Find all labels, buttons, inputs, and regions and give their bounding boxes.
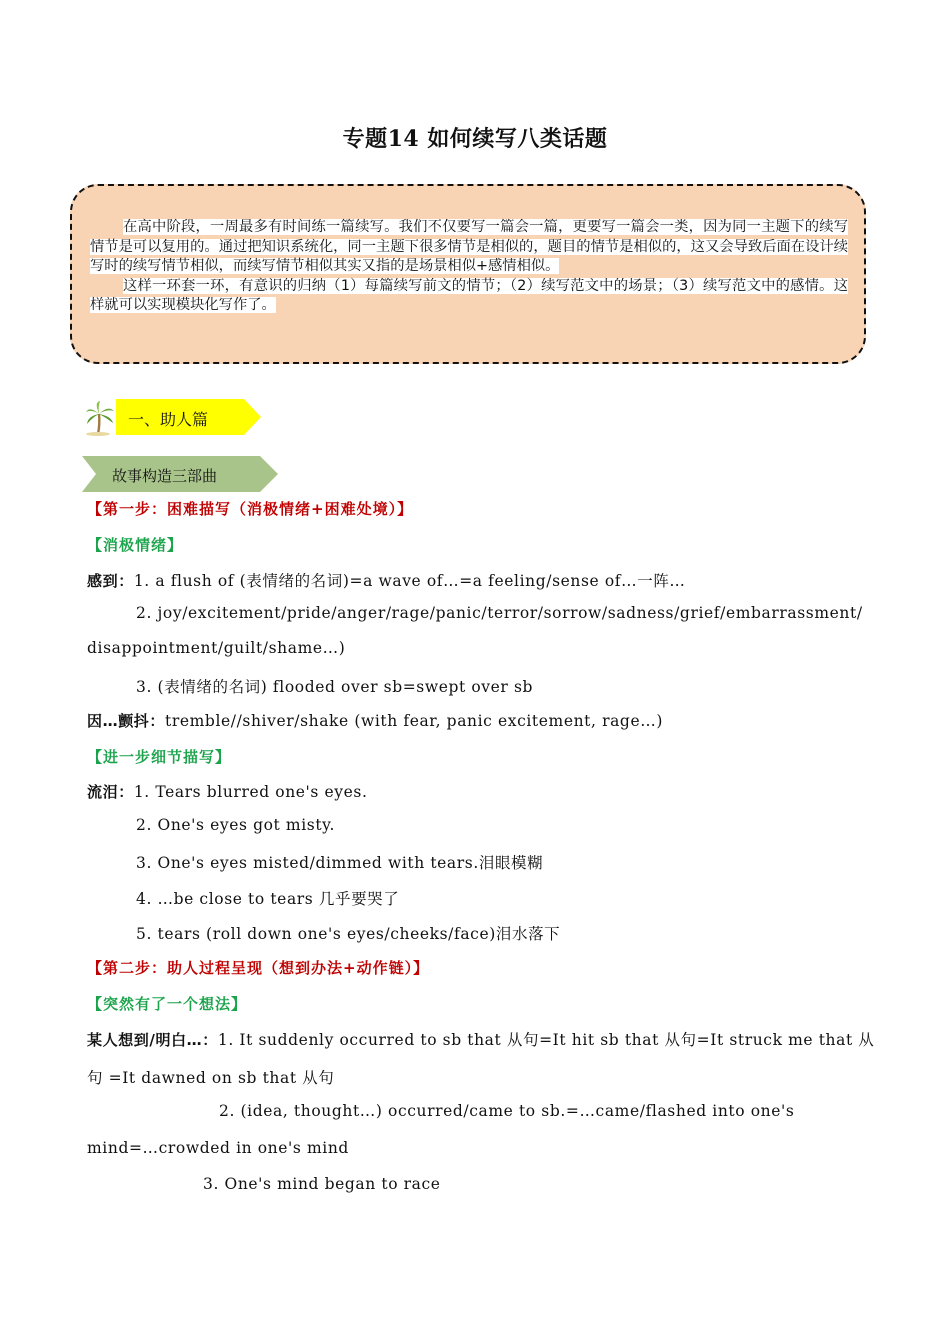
tears-line-5: 5. tears (roll down one's eyes/cheeks/face)泪水落下 <box>136 925 561 943</box>
idea-label: 某人想到/明白…： <box>87 1031 218 1049</box>
feel-text-1: 1. a flush of (表情绪的名词)=a wave of…=a feeling/sense of…一阵… <box>133 572 686 590</box>
tears-text-1: 1. Tears blurred one's eyes. <box>133 783 368 801</box>
idea-line-2a: 2. (idea, thought…) occurred/came to sb.=…came/flashed into one's <box>219 1102 795 1120</box>
subsection-heading: 故事构造三部曲 <box>112 467 218 485</box>
tremble-text: tremble//shiver/shake (with fear, panic excitement, rage…) <box>165 712 663 730</box>
tears-line-4: 4. …be close to tears 几乎要哭了 <box>136 890 400 908</box>
tears-line-1 <box>87 781 367 802</box>
tears-label: 流泪： <box>87 783 134 801</box>
tremble-label: 因…颤抖： <box>87 712 166 730</box>
intro-text <box>90 218 848 316</box>
page-title: 专题14 如何续写八类话题 <box>342 126 608 152</box>
idea-text-1a: 1. It suddenly occurred to sb that 从句=It hit sb that 从句=It struck me that 从 <box>217 1031 875 1049</box>
idea-line-1b: 句 =It dawned on sb that 从句 <box>87 1069 335 1087</box>
idea-line-3: 3. One's mind began to race <box>203 1175 441 1193</box>
feel-line-2a: 2. joy/excitement/pride/anger/rage/panic/terror/sorrow/sadness/grief/embarrassment/ <box>136 604 863 622</box>
palm-tree-icon <box>84 400 116 436</box>
step-2-heading: 【第二步：助人过程呈现（想到办法+动作链）】 <box>87 959 430 977</box>
negative-emotion-tag: 【消极情绪】 <box>87 536 184 554</box>
detail-tag: 【进一步细节描写】 <box>87 748 232 766</box>
feel-line-3: 3. (表情绪的名词) flooded over sb=swept over sb <box>136 678 534 696</box>
tears-line-2: 2. One's eyes got misty. <box>136 816 335 834</box>
feel-line-2b: disappointment/guilt/shame…) <box>87 639 346 657</box>
idea-line-1a <box>87 1028 874 1050</box>
feel-label: 感到： <box>87 572 134 590</box>
intro-paragraph-2: 这样一环套一环，有意识的归纳（1）每篇续写前文的情节；（2）续写范文中的场景；（3）续写范文中的感情。这样就可以实现模块化写作了。 <box>90 277 848 314</box>
idea-line-2b: mind=…crowded in one's mind <box>87 1139 349 1157</box>
tremble-line <box>87 710 663 731</box>
section-heading: 一、助人篇 <box>128 410 209 429</box>
feel-line-1 <box>87 569 686 591</box>
sudden-idea-tag: 【突然有了一个想法】 <box>87 995 248 1013</box>
tears-line-3: 3. One's eyes misted/dimmed with tears.泪眼模糊 <box>136 854 544 872</box>
intro-paragraph-1: 在高中阶段，一周最多有时间练一篇续写。我们不仅要写一篇会一篇，更要写一篇会一类，因为同一主题下的续写情节是可以复用的。通过把知识系统化，同一主题下很多情节是相似的，题目的情节是相似的，这又会导致后面在设计续写时的续写情节相似，而续写情节相似其实又指的是场景相似+感情相似。 <box>90 219 848 275</box>
step-1-heading: 【第一步：困难描写（消极情绪+困难处境）】 <box>87 500 414 518</box>
